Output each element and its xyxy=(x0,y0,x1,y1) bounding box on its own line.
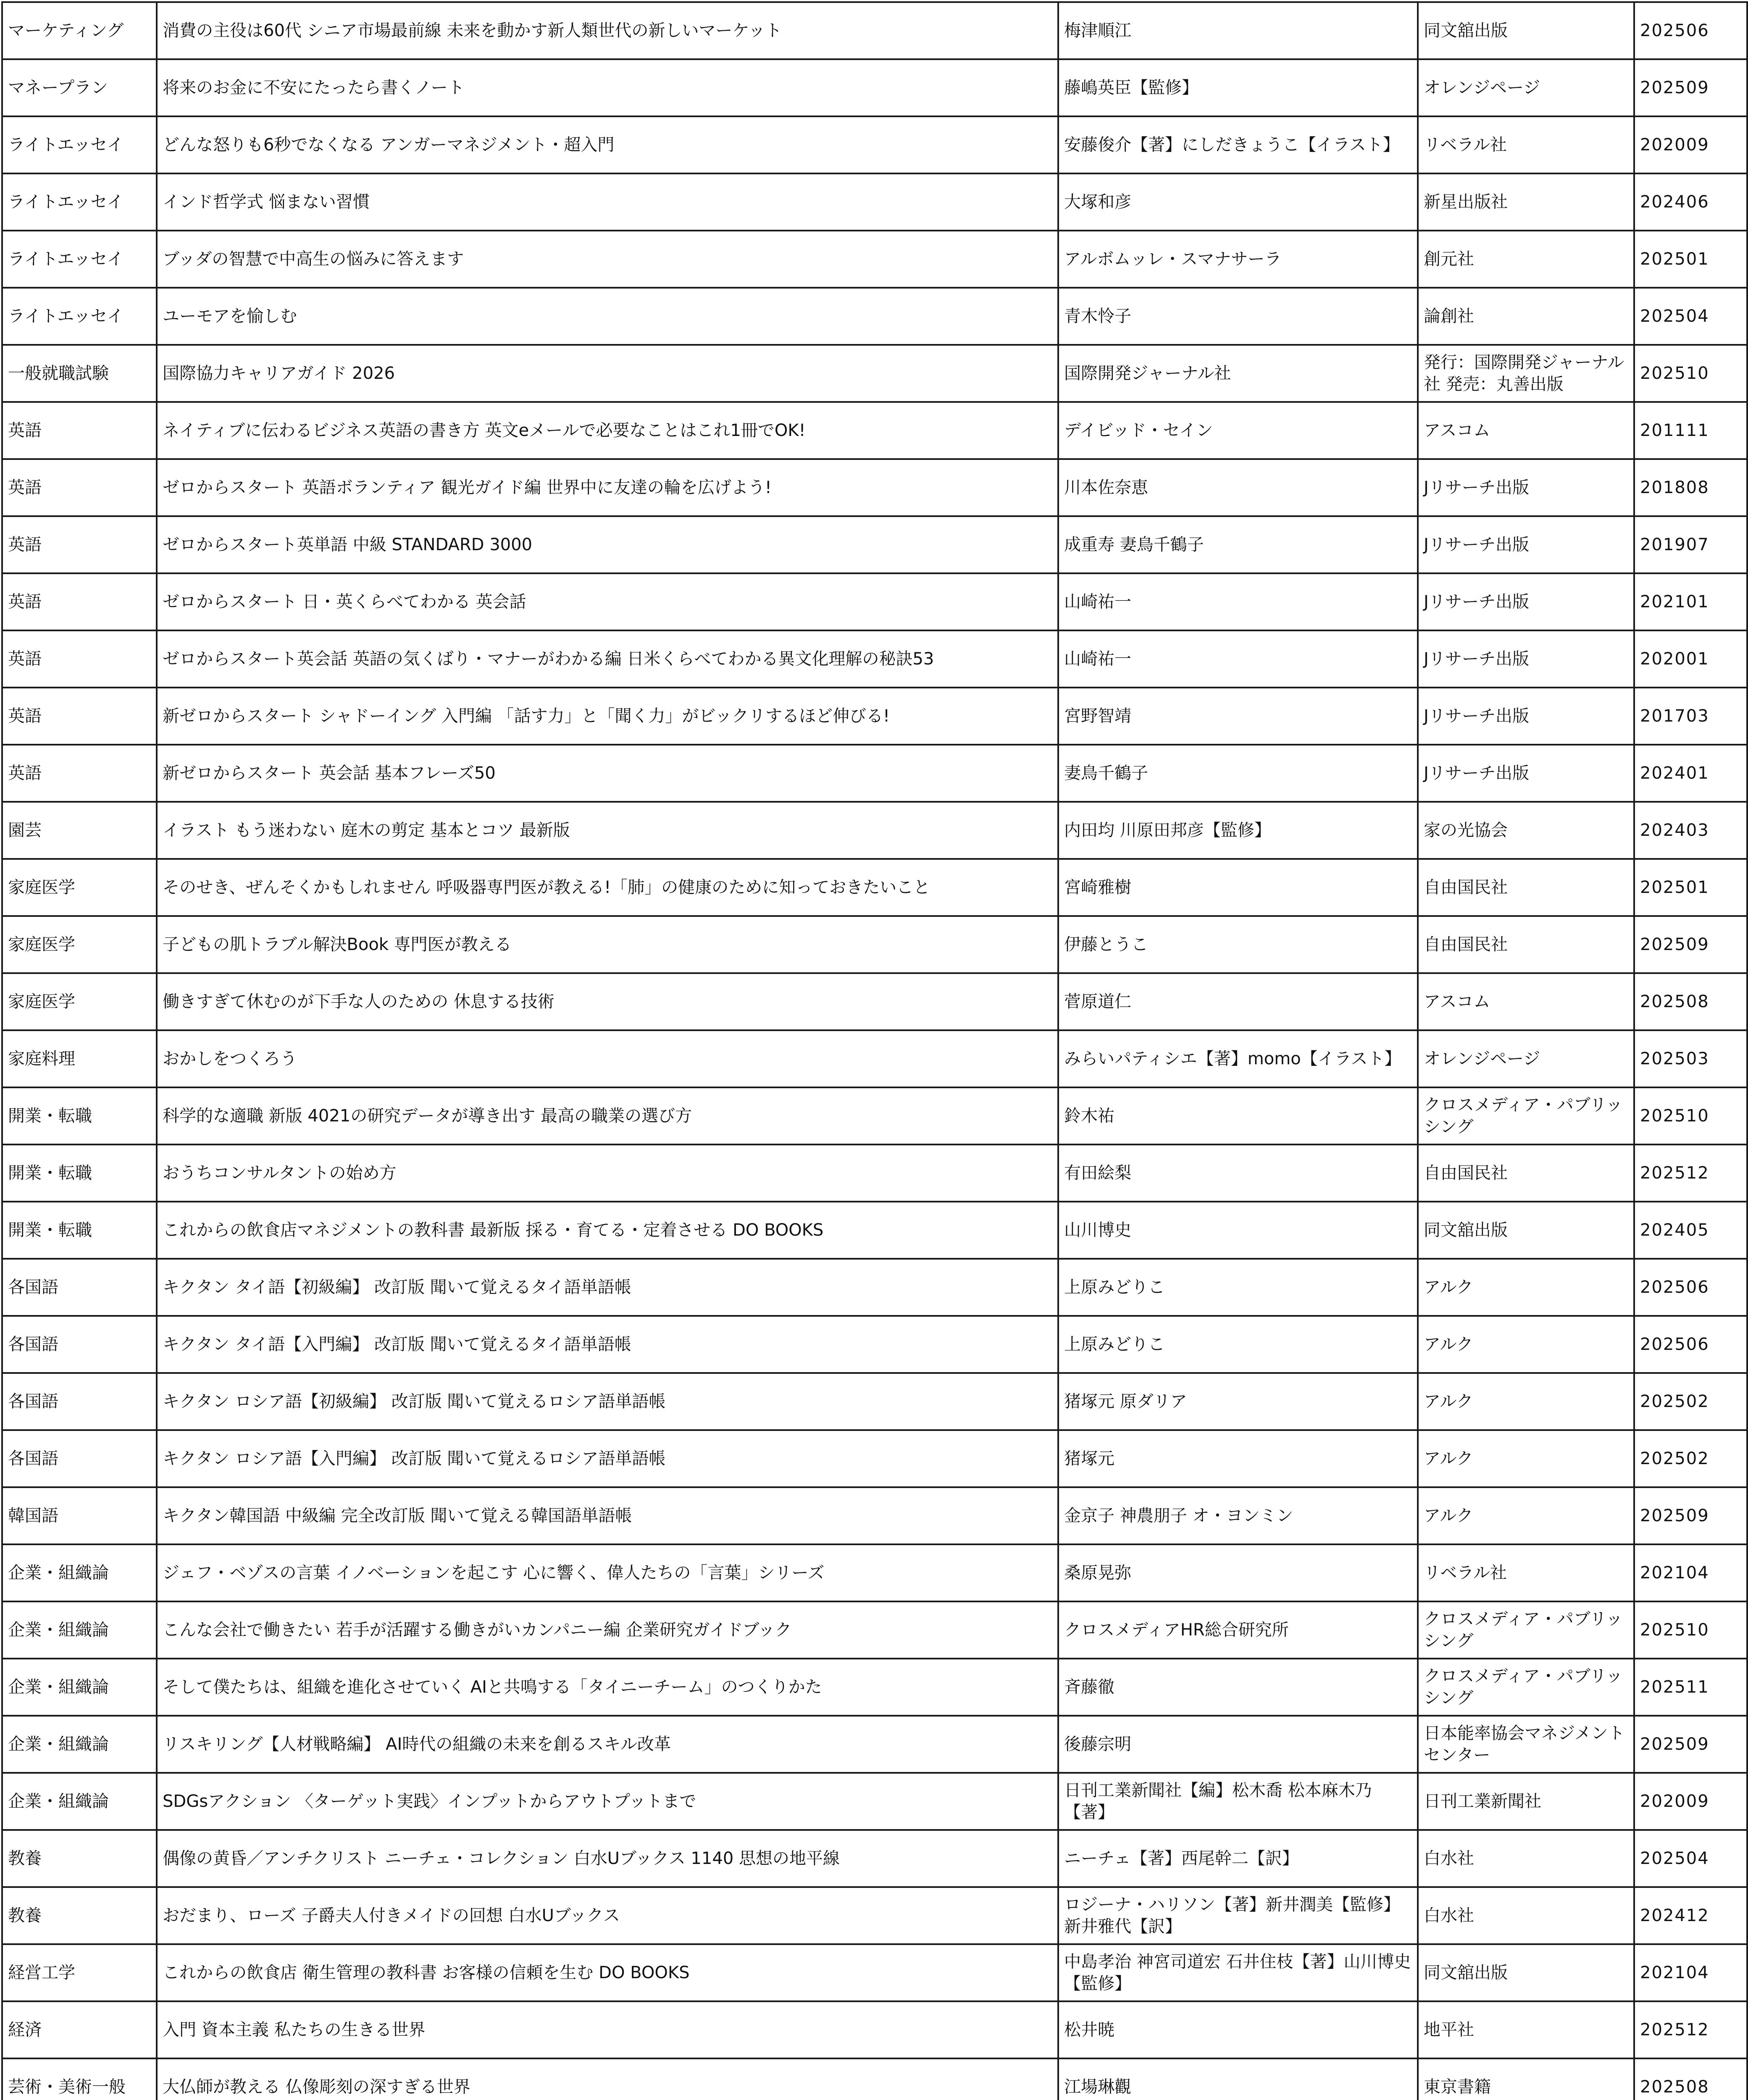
author-cell: 成重寿 妻鳥千鶴子 xyxy=(1058,516,1418,573)
genre-cell: ライトエッセイ xyxy=(2,173,157,231)
author-cell: 日刊工業新聞社【編】松木喬 松本麻木乃【著】 xyxy=(1058,1773,1418,1830)
genre-cell: 英語 xyxy=(2,745,157,802)
table-row xyxy=(2,1716,1747,1773)
table-row xyxy=(2,1773,1747,1830)
title-cell: ユーモアを愉しむ xyxy=(157,288,1058,345)
genre-cell: 英語 xyxy=(2,688,157,745)
title-cell: おうちコンサルタントの始め方 xyxy=(157,1144,1058,1202)
date-cell: 202504 xyxy=(1634,288,1747,345)
title-cell: おかしをつくろう xyxy=(157,1030,1058,1087)
publisher-cell: 日本能率協会マネジメントセンター xyxy=(1418,1716,1634,1773)
author-cell: 国際開発ジャーナル社 xyxy=(1058,345,1418,402)
author-cell: 中島孝治 神宮司道宏 石井住枝【著】山川博史【監修】 xyxy=(1058,1944,1418,2001)
table-row xyxy=(2,231,1747,288)
date-cell: 202506 xyxy=(1634,2,1747,59)
title-cell: 新ゼロからスタート 英会話 基本フレーズ50 xyxy=(157,745,1058,802)
author-cell: デイビッド・セイン xyxy=(1058,402,1418,459)
title-cell: ジェフ・ベゾスの言葉 イノベーションを起こす 心に響く、偉人たちの「言葉」シリーズ xyxy=(157,1544,1058,1601)
title-cell: こんな会社で働きたい 若手が活躍する働きがいカンパニー編 企業研究ガイドブック xyxy=(157,1601,1058,1659)
table-row xyxy=(2,1544,1747,1601)
genre-cell: マーケティング xyxy=(2,2,157,59)
title-cell: 働きすぎて休むのが下手な人のための 休息する技術 xyxy=(157,973,1058,1030)
author-cell: 上原みどりこ xyxy=(1058,1259,1418,1316)
table-row xyxy=(2,916,1747,973)
author-cell: 猪塚元 xyxy=(1058,1430,1418,1487)
publisher-cell: 自由国民社 xyxy=(1418,1144,1634,1202)
title-cell: ブッダの智慧で中高生の悩みに答えます xyxy=(157,231,1058,288)
title-cell: 科学的な適職 新版 4021の研究データが導き出す 最高の職業の選び方 xyxy=(157,1087,1058,1144)
title-cell: キクタン ロシア語【入門編】 改訂版 聞いて覚えるロシア語単語帳 xyxy=(157,1430,1058,1487)
publisher-cell: 白水社 xyxy=(1418,1830,1634,1887)
genre-cell: 芸術・美術一般 xyxy=(2,2058,157,2100)
genre-cell: 開業・転職 xyxy=(2,1202,157,1259)
date-cell: 202406 xyxy=(1634,173,1747,231)
table-row xyxy=(2,1830,1747,1887)
author-cell: 妻鳥千鶴子 xyxy=(1058,745,1418,802)
author-cell: 内田均 川原田邦彦【監修】 xyxy=(1058,802,1418,859)
author-cell: 宮野智靖 xyxy=(1058,688,1418,745)
genre-cell: 各国語 xyxy=(2,1316,157,1373)
genre-cell: 家庭医学 xyxy=(2,973,157,1030)
table-row xyxy=(2,1144,1747,1202)
publisher-cell: クロスメディア・パブリッシング xyxy=(1418,1659,1634,1716)
genre-cell: 開業・転職 xyxy=(2,1144,157,1202)
title-cell: インド哲学式 悩まない習慣 xyxy=(157,173,1058,231)
author-cell: 梅津順江 xyxy=(1058,2,1418,59)
title-cell: 偶像の黄昏／アンチクリスト ニーチェ・コレクション 白水Uブックス 1140 思想の地平線 xyxy=(157,1830,1058,1887)
author-cell: 山川博史 xyxy=(1058,1202,1418,1259)
date-cell: 201111 xyxy=(1634,402,1747,459)
author-cell: 菅原道仁 xyxy=(1058,973,1418,1030)
date-cell: 202510 xyxy=(1634,1601,1747,1659)
publisher-cell: アルク xyxy=(1418,1487,1634,1544)
author-cell: みらいパティシエ【著】momo【イラスト】 xyxy=(1058,1030,1418,1087)
title-cell: 国際協力キャリアガイド 2026 xyxy=(157,345,1058,402)
genre-cell: 教養 xyxy=(2,1887,157,1944)
table-row xyxy=(2,630,1747,688)
table-row xyxy=(2,973,1747,1030)
author-cell: 猪塚元 原ダリア xyxy=(1058,1373,1418,1430)
author-cell: 大塚和彦 xyxy=(1058,173,1418,231)
author-cell: 桑原晃弥 xyxy=(1058,1544,1418,1601)
title-cell: これからの飲食店 衛生管理の教科書 お客様の信頼を生む DO BOOKS xyxy=(157,1944,1058,2001)
date-cell: 202510 xyxy=(1634,1087,1747,1144)
genre-cell: 企業・組織論 xyxy=(2,1601,157,1659)
table-row xyxy=(2,1944,1747,2001)
table-row xyxy=(2,1373,1747,1430)
title-cell: キクタン タイ語【初級編】 改訂版 聞いて覚えるタイ語単語帳 xyxy=(157,1259,1058,1316)
publisher-cell: アルク xyxy=(1418,1259,1634,1316)
title-cell: 子どもの肌トラブル解決Book 専門医が教える xyxy=(157,916,1058,973)
title-cell: 新ゼロからスタート シャドーイング 入門編 「話す力」と「聞く力」がビックリするほど伸びる! xyxy=(157,688,1058,745)
publisher-cell: アルク xyxy=(1418,1430,1634,1487)
date-cell: 201703 xyxy=(1634,688,1747,745)
title-cell: 入門 資本主義 私たちの生きる世界 xyxy=(157,2001,1058,2058)
title-cell: 将来のお金に不安にたったら書くノート xyxy=(157,59,1058,116)
date-cell: 202104 xyxy=(1634,1944,1747,2001)
date-cell: 202101 xyxy=(1634,573,1747,630)
date-cell: 202503 xyxy=(1634,1030,1747,1087)
author-cell: 金京子 神農朋子 オ・ヨンミン xyxy=(1058,1487,1418,1544)
publisher-cell: 東京書籍 xyxy=(1418,2058,1634,2100)
publisher-cell: クロスメディア・パブリッシング xyxy=(1418,1601,1634,1659)
table-row xyxy=(2,1659,1747,1716)
publisher-cell: アルク xyxy=(1418,1316,1634,1373)
genre-cell: 英語 xyxy=(2,402,157,459)
book-list-body xyxy=(2,2,1747,2100)
date-cell: 202509 xyxy=(1634,916,1747,973)
publisher-cell: 自由国民社 xyxy=(1418,859,1634,916)
author-cell: 青木怜子 xyxy=(1058,288,1418,345)
date-cell: 201907 xyxy=(1634,516,1747,573)
table-row xyxy=(2,2058,1747,2100)
author-cell: 川本佐奈恵 xyxy=(1058,459,1418,516)
genre-cell: 英語 xyxy=(2,459,157,516)
author-cell: 江場琳觀 xyxy=(1058,2058,1418,2100)
title-cell: ネイティブに伝わるビジネス英語の書き方 英文eメールで必要なことはこれ1冊でOK! xyxy=(157,402,1058,459)
title-cell: イラスト もう迷わない 庭木の剪定 基本とコツ 最新版 xyxy=(157,802,1058,859)
table-row xyxy=(2,402,1747,459)
date-cell: 202403 xyxy=(1634,802,1747,859)
publisher-cell: 新星出版社 xyxy=(1418,173,1634,231)
table-row xyxy=(2,1030,1747,1087)
publisher-cell: 同文舘出版 xyxy=(1418,1202,1634,1259)
genre-cell: マネープラン xyxy=(2,59,157,116)
title-cell: どんな怒りも6秒でなくなる アンガーマネジメント・超入門 xyxy=(157,116,1058,173)
date-cell: 202501 xyxy=(1634,859,1747,916)
table-row xyxy=(2,59,1747,116)
publisher-cell: 日刊工業新聞社 xyxy=(1418,1773,1634,1830)
date-cell: 202009 xyxy=(1634,1773,1747,1830)
table-row xyxy=(2,1430,1747,1487)
author-cell: クロスメディアHR総合研究所 xyxy=(1058,1601,1418,1659)
table-row xyxy=(2,1202,1747,1259)
publisher-cell: 論創社 xyxy=(1418,288,1634,345)
title-cell: キクタン タイ語【入門編】 改訂版 聞いて覚えるタイ語単語帳 xyxy=(157,1316,1058,1373)
table-row xyxy=(2,745,1747,802)
author-cell: ロジーナ・ハリソン【著】新井潤美【監修】新井雅代【訳】 xyxy=(1058,1887,1418,1944)
date-cell: 202009 xyxy=(1634,116,1747,173)
table-row xyxy=(2,516,1747,573)
publisher-cell: 地平社 xyxy=(1418,2001,1634,2058)
publisher-cell: Jリサーチ出版 xyxy=(1418,459,1634,516)
genre-cell: 家庭料理 xyxy=(2,1030,157,1087)
publisher-cell: Jリサーチ出版 xyxy=(1418,573,1634,630)
title-cell: そのせき、ぜんそくかもしれません 呼吸器専門医が教える!「肺」の健康のために知っておきたいこと xyxy=(157,859,1058,916)
genre-cell: 園芸 xyxy=(2,802,157,859)
author-cell: アルボムッレ・スマナサーラ xyxy=(1058,231,1418,288)
publisher-cell: 同文舘出版 xyxy=(1418,2,1634,59)
publisher-cell: 創元社 xyxy=(1418,231,1634,288)
genre-cell: 各国語 xyxy=(2,1373,157,1430)
date-cell: 202510 xyxy=(1634,345,1747,402)
author-cell: 斉藤徹 xyxy=(1058,1659,1418,1716)
genre-cell: ライトエッセイ xyxy=(2,116,157,173)
publisher-cell: 家の光協会 xyxy=(1418,802,1634,859)
date-cell: 202508 xyxy=(1634,973,1747,1030)
date-cell: 202509 xyxy=(1634,1487,1747,1544)
title-cell: ゼロからスタート英単語 中級 STANDARD 3000 xyxy=(157,516,1058,573)
author-cell: 松井暁 xyxy=(1058,2001,1418,2058)
title-cell: キクタン韓国語 中級編 完全改訂版 聞いて覚える韓国語単語帳 xyxy=(157,1487,1058,1544)
title-cell: これからの飲食店マネジメントの教科書 最新版 採る・育てる・定着させる DO BOOKS xyxy=(157,1202,1058,1259)
date-cell: 202506 xyxy=(1634,1316,1747,1373)
table-row xyxy=(2,1487,1747,1544)
genre-cell: 企業・組織論 xyxy=(2,1716,157,1773)
table-row xyxy=(2,2,1747,59)
genre-cell: 英語 xyxy=(2,516,157,573)
author-cell: 後藤宗明 xyxy=(1058,1716,1418,1773)
table-row xyxy=(2,1887,1747,1944)
author-cell: 宮崎雅樹 xyxy=(1058,859,1418,916)
date-cell: 201808 xyxy=(1634,459,1747,516)
date-cell: 202508 xyxy=(1634,2058,1747,2100)
table-row xyxy=(2,345,1747,402)
table-row xyxy=(2,1259,1747,1316)
publisher-cell: アスコム xyxy=(1418,402,1634,459)
author-cell: 山崎祐一 xyxy=(1058,573,1418,630)
genre-cell: 一般就職試験 xyxy=(2,345,157,402)
publisher-cell: アルク xyxy=(1418,1373,1634,1430)
genre-cell: 企業・組織論 xyxy=(2,1773,157,1830)
publisher-cell: リベラル社 xyxy=(1418,1544,1634,1601)
table-row xyxy=(2,116,1747,173)
genre-cell: 企業・組織論 xyxy=(2,1544,157,1601)
genre-cell: 経済 xyxy=(2,2001,157,2058)
table-row xyxy=(2,173,1747,231)
date-cell: 202506 xyxy=(1634,1259,1747,1316)
author-cell: 鈴木祐 xyxy=(1058,1087,1418,1144)
table-row xyxy=(2,1316,1747,1373)
genre-cell: 各国語 xyxy=(2,1259,157,1316)
genre-cell: 家庭医学 xyxy=(2,859,157,916)
date-cell: 202502 xyxy=(1634,1430,1747,1487)
date-cell: 202502 xyxy=(1634,1373,1747,1430)
title-cell: ゼロからスタート英会話 英語の気くばり・マナーがわかる編 日米くらべてわかる異文化理解の秘訣53 xyxy=(157,630,1058,688)
publisher-cell: Jリサーチ出版 xyxy=(1418,516,1634,573)
date-cell: 202509 xyxy=(1634,59,1747,116)
author-cell: 安藤俊介【著】にしだきょうこ【イラスト】 xyxy=(1058,116,1418,173)
publisher-cell: クロスメディア・パブリッシング xyxy=(1418,1087,1634,1144)
author-cell: 山崎祐一 xyxy=(1058,630,1418,688)
date-cell: 202405 xyxy=(1634,1202,1747,1259)
table-row xyxy=(2,288,1747,345)
publisher-cell: Jリサーチ出版 xyxy=(1418,688,1634,745)
genre-cell: 英語 xyxy=(2,573,157,630)
table-row xyxy=(2,802,1747,859)
title-cell: SDGsアクション 〈ターゲット実践〉インプットからアウトプットまで xyxy=(157,1773,1058,1830)
publisher-cell: リベラル社 xyxy=(1418,116,1634,173)
table-row xyxy=(2,573,1747,630)
publisher-cell: 同文舘出版 xyxy=(1418,1944,1634,2001)
table-row xyxy=(2,688,1747,745)
title-cell: ゼロからスタート 日・英くらべてわかる 英会話 xyxy=(157,573,1058,630)
genre-cell: 企業・組織論 xyxy=(2,1659,157,1716)
publisher-cell: オレンジページ xyxy=(1418,59,1634,116)
table-row xyxy=(2,2001,1747,2058)
title-cell: そして僕たちは、組織を進化させていく AIと共鳴する「タイニーチーム」のつくりかた xyxy=(157,1659,1058,1716)
table-row xyxy=(2,859,1747,916)
date-cell: 202512 xyxy=(1634,2001,1747,2058)
genre-cell: 家庭医学 xyxy=(2,916,157,973)
date-cell: 202401 xyxy=(1634,745,1747,802)
date-cell: 202504 xyxy=(1634,1830,1747,1887)
genre-cell: ライトエッセイ xyxy=(2,288,157,345)
date-cell: 202512 xyxy=(1634,1144,1747,1202)
date-cell: 202501 xyxy=(1634,231,1747,288)
date-cell: 202104 xyxy=(1634,1544,1747,1601)
publisher-cell: オレンジページ xyxy=(1418,1030,1634,1087)
author-cell: ニーチェ【著】西尾幹二【訳】 xyxy=(1058,1830,1418,1887)
date-cell: 202511 xyxy=(1634,1659,1747,1716)
table-row xyxy=(2,1087,1747,1144)
author-cell: 有田絵梨 xyxy=(1058,1144,1418,1202)
book-list-table xyxy=(1,1,1748,2100)
genre-cell: 経営工学 xyxy=(2,1944,157,2001)
title-cell: 大仏師が教える 仏像彫刻の深すぎる世界 xyxy=(157,2058,1058,2100)
publisher-cell: 発行：国際開発ジャーナル社 発売：丸善出版 xyxy=(1418,345,1634,402)
title-cell: 消費の主役は60代 シニア市場最前線 未来を動かす新人類世代の新しいマーケット xyxy=(157,2,1058,59)
title-cell: ゼロからスタート 英語ボランティア 観光ガイド編 世界中に友達の輪を広げよう! xyxy=(157,459,1058,516)
genre-cell: ライトエッセイ xyxy=(2,231,157,288)
table-row xyxy=(2,1601,1747,1659)
genre-cell: 教養 xyxy=(2,1830,157,1887)
genre-cell: 開業・転職 xyxy=(2,1087,157,1144)
author-cell: 藤嶋英臣【監修】 xyxy=(1058,59,1418,116)
author-cell: 伊藤とうこ xyxy=(1058,916,1418,973)
date-cell: 202412 xyxy=(1634,1887,1747,1944)
publisher-cell: Jリサーチ出版 xyxy=(1418,745,1634,802)
publisher-cell: アスコム xyxy=(1418,973,1634,1030)
title-cell: リスキリング【人材戦略編】 AI時代の組織の未来を創るスキル改革 xyxy=(157,1716,1058,1773)
table-row xyxy=(2,459,1747,516)
title-cell: おだまり、ローズ 子爵夫人付きメイドの回想 白水Uブックス xyxy=(157,1887,1058,1944)
title-cell: キクタン ロシア語【初級編】 改訂版 聞いて覚えるロシア語単語帳 xyxy=(157,1373,1058,1430)
date-cell: 202001 xyxy=(1634,630,1747,688)
publisher-cell: 自由国民社 xyxy=(1418,916,1634,973)
publisher-cell: Jリサーチ出版 xyxy=(1418,630,1634,688)
genre-cell: 英語 xyxy=(2,630,157,688)
publisher-cell: 白水社 xyxy=(1418,1887,1634,1944)
author-cell: 上原みどりこ xyxy=(1058,1316,1418,1373)
genre-cell: 韓国語 xyxy=(2,1487,157,1544)
genre-cell: 各国語 xyxy=(2,1430,157,1487)
date-cell: 202509 xyxy=(1634,1716,1747,1773)
